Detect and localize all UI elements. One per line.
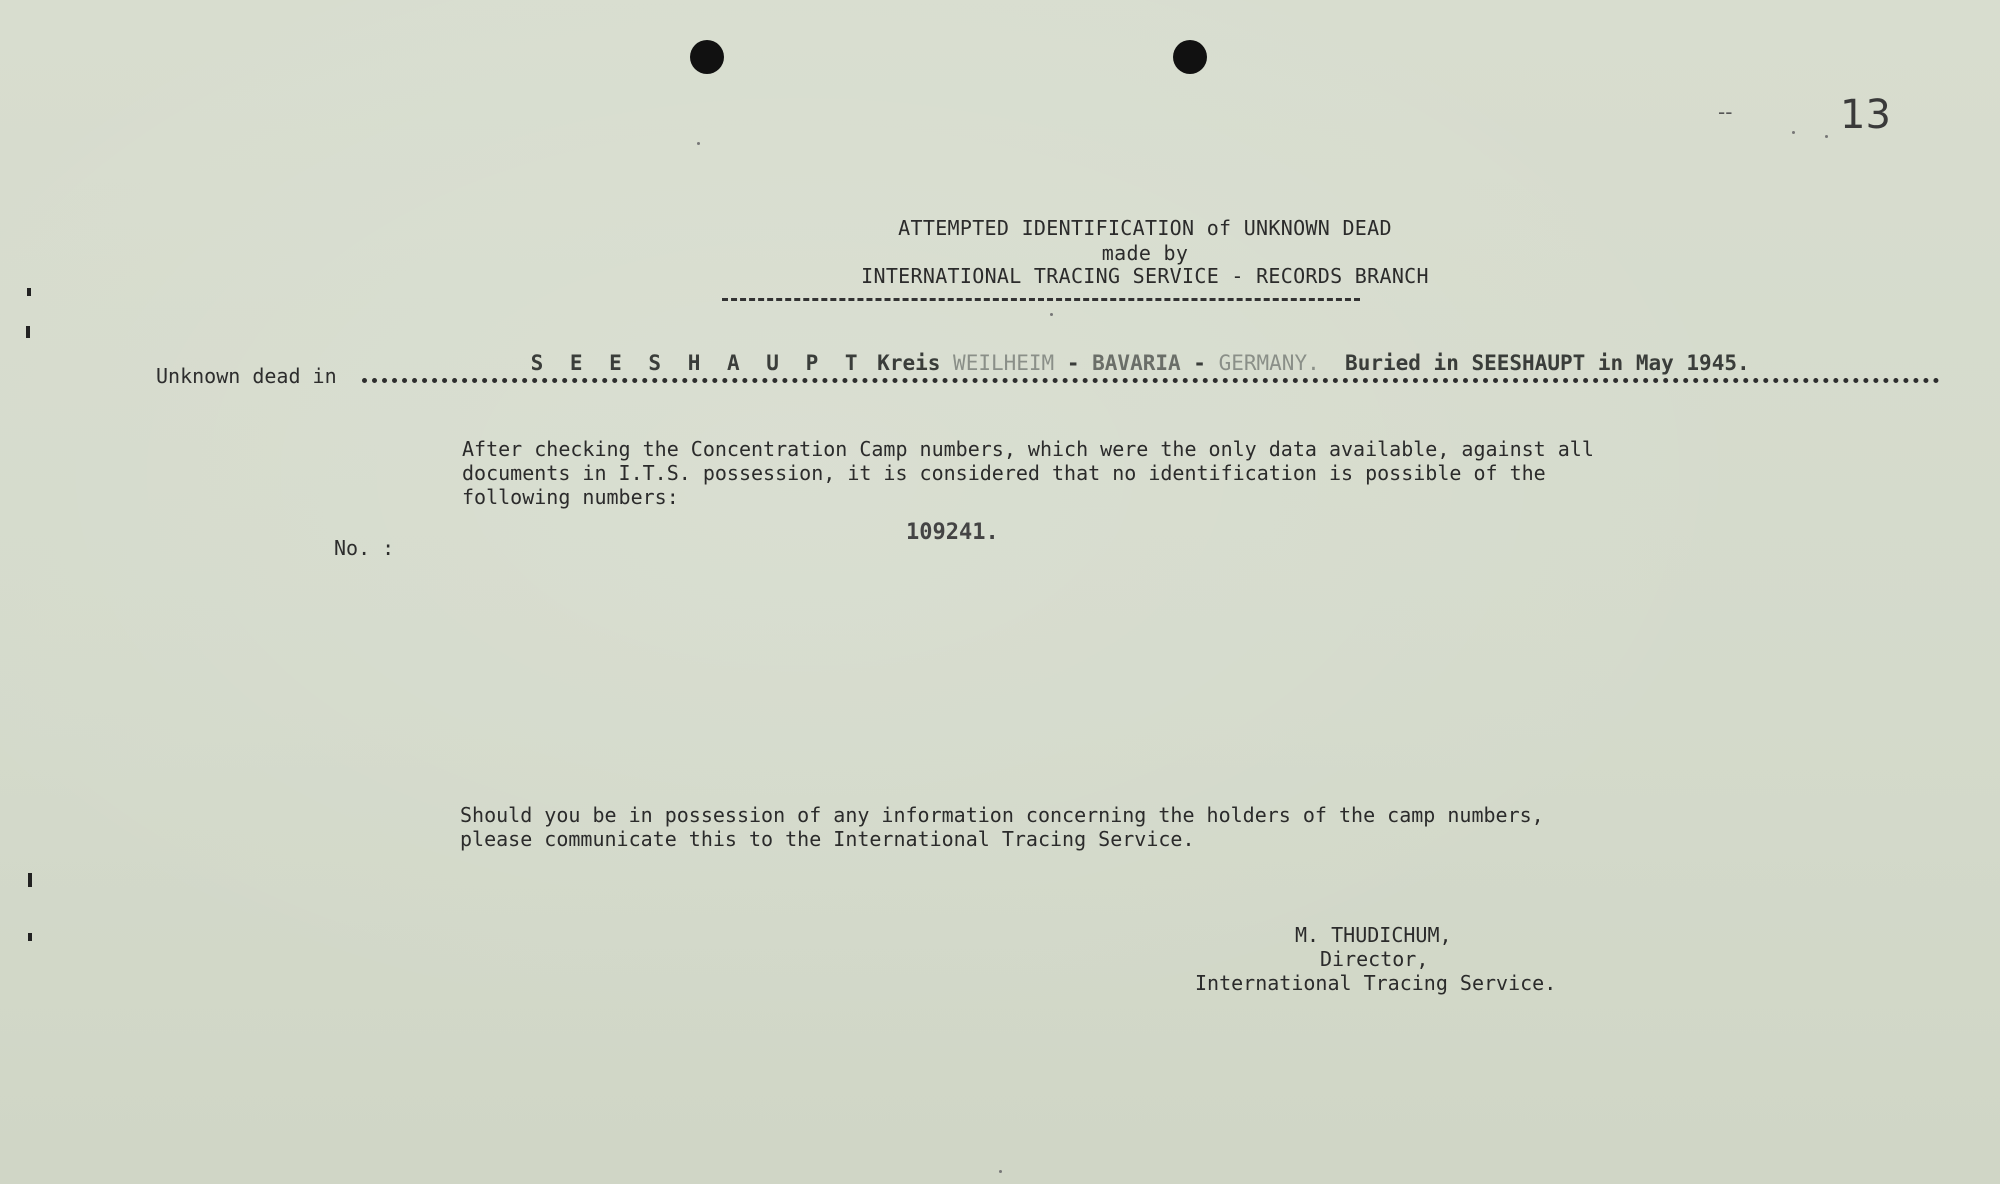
camp-number: 109241.: [906, 520, 999, 545]
dotted-leader: [362, 378, 1940, 383]
margin-mark-4: [28, 933, 32, 941]
margin-mark-3: [28, 873, 32, 887]
speck: [1825, 135, 1828, 138]
margin-mark-2: [26, 326, 30, 338]
place-name: S E E S H A U P T: [530, 351, 865, 375]
punch-hole-right: [1173, 40, 1207, 74]
body-line-3: following numbers:: [462, 485, 679, 509]
burial-info: Buried in SEESHAUPT in May 1945.: [1345, 351, 1750, 375]
district-name: WEILHEIM: [953, 351, 1055, 375]
page-number-dash: --: [1718, 100, 1733, 124]
closing-line-2: please communicate this to the International Tracing Service.: [460, 827, 1195, 851]
closing-line-1: Should you be in possession of any information concerning the holders of the camp numbers,: [460, 803, 1544, 827]
kreis-label: Kreis: [877, 351, 941, 375]
country-name: GERMANY.: [1218, 351, 1320, 375]
body-line-1: After checking the Concentration Camp numbers, which were the only data available, against all: [462, 437, 1594, 461]
margin-mark-1: [27, 288, 31, 296]
organisation-line: INTERNATIONAL TRACING SERVICE - RECORDS BRANCH: [861, 264, 1429, 288]
location-line: [480, 327, 1750, 399]
signature-title: Director,: [1320, 947, 1429, 971]
number-label: No. :: [334, 536, 395, 560]
speck: [697, 142, 700, 145]
document-title: ATTEMPTED IDENTIFICATION of UNKNOWN DEAD: [898, 216, 1392, 240]
signature-name: M. THUDICHUM,: [1295, 923, 1452, 947]
region-name: BAVARIA: [1092, 351, 1181, 375]
speck: [1792, 131, 1795, 134]
page-number: 13: [1840, 92, 1891, 138]
signature-organisation: International Tracing Service.: [1195, 971, 1557, 995]
speck: [999, 1170, 1002, 1173]
speck: [1050, 313, 1053, 316]
unknown-dead-label: Unknown dead in: [156, 364, 337, 388]
punch-hole-left: [690, 40, 724, 74]
separator-2: -: [1180, 351, 1219, 375]
made-by-line: made by: [1101, 241, 1189, 265]
separator-1: -: [1054, 351, 1093, 375]
body-line-2: documents in I.T.S. possession, it is considered that no identification is possible of the: [462, 461, 1546, 485]
header-rule: [722, 298, 1360, 301]
